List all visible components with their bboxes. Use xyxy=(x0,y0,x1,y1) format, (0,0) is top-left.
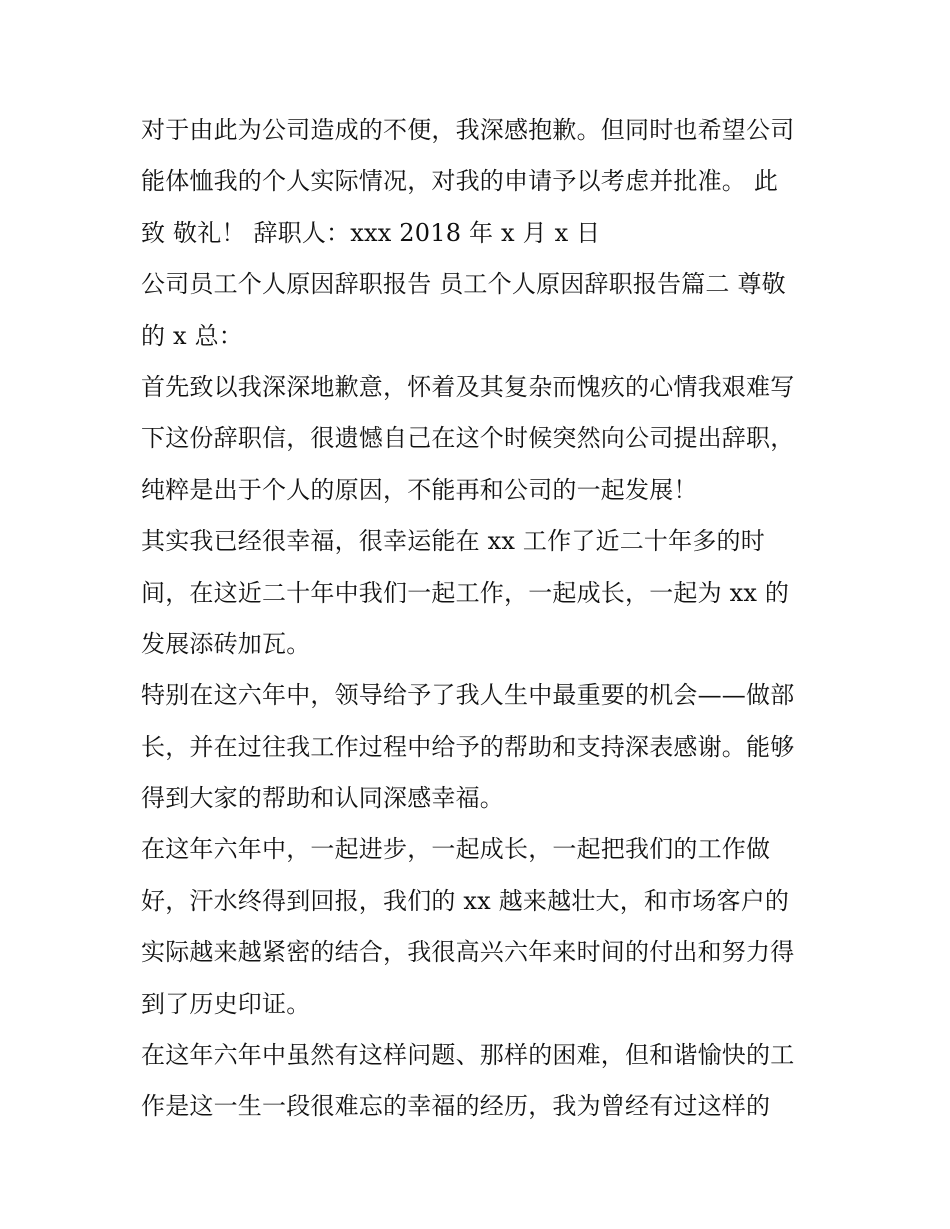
text-line: 致 敬礼！ 辞职人：xxx 2018 年 x 月 x 日 xyxy=(141,218,601,247)
text-line: 实际越来越紧密的结合，我很高兴六年来时间的付出和努力得 xyxy=(141,938,795,967)
text-line: 公司员工个人原因辞职报告 员工个人原因辞职报告篇二 尊敬 xyxy=(141,270,786,299)
text-line: 在这年六年中虽然有这样问题、那样的困难，但和谐愉快的工 xyxy=(141,1041,795,1070)
text-line: 在这年六年中，一起进步，一起成长，一起把我们的工作做 xyxy=(141,835,771,864)
text-line: 其实我已经很幸福，很幸运能在 xx 工作了近二十年多的时 xyxy=(141,527,765,556)
document-body xyxy=(141,105,831,1133)
text-line: 间，在这近二十年中我们一起工作，一起成长，一起为 xx 的 xyxy=(141,578,790,607)
text-line: 得到大家的帮助和认同深感幸福。 xyxy=(141,784,504,813)
text-line: 能体恤我的个人实际情况，对我的申请予以考虑并批准。 此 xyxy=(141,167,779,196)
text-line: 首先致以我深深地歉意，怀着及其复杂而愧疚的心情我艰难写 xyxy=(141,372,795,401)
text-line: 的 x 总： xyxy=(141,321,243,350)
text-line: 长，并在过往我工作过程中给予的帮助和支持深表感谢。能够 xyxy=(141,732,795,761)
text-line: 对于由此为公司造成的不便，我深感抱歉。但同时也希望公司 xyxy=(141,116,795,144)
text-line: 好，汗水终得到回报，我们的 xx 越来越壮大，和市场客户的 xyxy=(141,886,790,915)
text-line: 到了历史印证。 xyxy=(141,989,311,1018)
text-line: 纯粹是出于个人的原因，不能再和公司的一起发展！ xyxy=(141,475,698,504)
text-line: 作是这一生一段很难忘的幸福的经历，我为曾经有过这样的 xyxy=(141,1092,771,1121)
text-line: 发展添砖加瓦。 xyxy=(141,629,311,658)
text-line: 特别在这六年中，领导给予了我人生中最重要的机会——做部 xyxy=(141,681,795,710)
text-line: 下这份辞职信，很遗憾自己在这个时候突然向公司提出辞职， xyxy=(141,424,795,453)
